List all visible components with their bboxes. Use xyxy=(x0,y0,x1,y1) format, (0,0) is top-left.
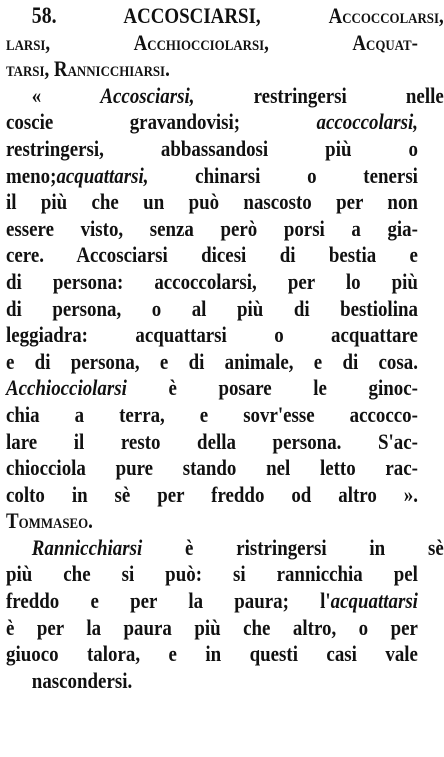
headword: ACCOSCIARSI xyxy=(123,3,256,28)
entry-number: 58. xyxy=(31,3,57,28)
text-line: chia a terra, e sovr'esse accocco- xyxy=(6,401,418,427)
text-line: di persona: accoccolarsi, per lo più xyxy=(6,268,418,294)
text-line: più che si può: si rannicchia pel xyxy=(6,561,418,587)
italic-term: Accosciarsi, xyxy=(100,82,195,108)
text-line: colto in sè per freddo od altro ». xyxy=(6,481,418,507)
text-fragment: chinarsi o tenersi xyxy=(195,162,418,188)
entry-heading-line2: larsi, Acchiocciolarsi, Acquat- xyxy=(6,29,418,55)
text-line xyxy=(6,109,418,136)
text-line: il più che un può nascosto per non xyxy=(6,189,418,215)
text-line xyxy=(6,83,444,110)
text-fragment: è posare le ginoc- xyxy=(168,375,418,401)
text-line: di persona, o al più di bestiolina xyxy=(6,295,418,321)
text-line: è per la paura più che altro, o per xyxy=(6,614,418,640)
text-fragment: coscie gravandovisi; xyxy=(6,109,241,135)
italic-term: acquattarsi xyxy=(330,588,418,614)
italic-term: acquattarsi, xyxy=(56,162,149,188)
italic-term: Rannicchiarsi xyxy=(31,534,143,560)
text-line: leggiadra: acquattarsi o acquattare xyxy=(6,322,418,348)
italic-term: Acchiocciolarsi xyxy=(6,375,127,401)
italic-term: accoccolarsi, xyxy=(316,109,418,135)
entry-heading-line1: 58. ACCOSCIARSI, Accoccolarsi, xyxy=(31,3,444,28)
text-fragment: è ristringersi in sè xyxy=(185,534,444,560)
text-fragment: freddo e per la paura; l' xyxy=(6,588,331,614)
text-line: e di persona, e di animale, e di cosa. xyxy=(6,348,418,374)
text-line xyxy=(6,375,418,402)
synonym: Accoccolarsi, xyxy=(328,3,444,28)
entry-heading-line3: tarsi, Rannicchiarsi. xyxy=(6,56,170,82)
text-line: essere visto, senza però porsi a gia- xyxy=(6,215,418,241)
open-quote: « xyxy=(31,82,42,108)
text-line xyxy=(6,535,444,562)
text-line: chiocciola pure stando nel letto rac- xyxy=(6,455,418,481)
text-line: restringersi, abbassandosi più o xyxy=(6,135,418,161)
text-line: cere. Accosciarsi dicesi di bestia e xyxy=(6,242,418,268)
text-line: nascondersi. xyxy=(31,667,133,693)
text-line xyxy=(6,163,418,190)
text-line: giuoco talora, e in questi casi vale xyxy=(6,641,418,667)
author-attribution: Tommaseo. xyxy=(6,508,93,534)
text-fragment: meno; xyxy=(6,162,57,188)
dictionary-entry xyxy=(6,3,444,694)
text-line: lare il resto della persona. S'ac- xyxy=(6,428,418,454)
text-line xyxy=(6,588,418,615)
text-fragment: restringersi nelle xyxy=(253,82,444,108)
